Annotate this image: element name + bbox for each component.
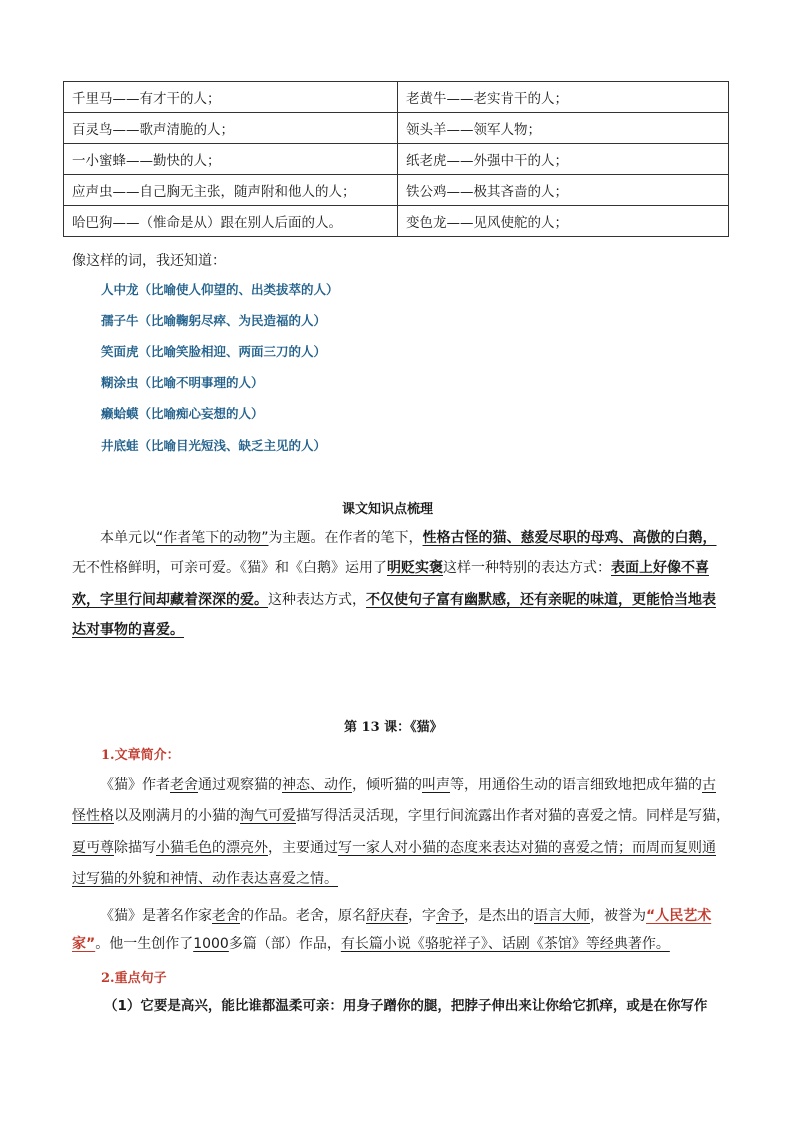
intro-text: 像这样的词，我还知道： — [72, 253, 226, 269]
text-span: 写一家人对小猫的态度来表达对猫的喜爱之情；而周而复则通 — [338, 840, 716, 856]
text-span: 无不性格鲜明，可亲可爱。《猫》和《白鹅》运用了 — [72, 560, 387, 576]
text-span: 家” — [72, 936, 96, 952]
lesson-line-6 — [72, 934, 670, 954]
extra-word: 笑面虎（比喻笑脸相迎、两面三刀的人） — [101, 344, 327, 359]
text-span: 这种表达方式， — [268, 592, 366, 608]
table-cell: 铁公鸡——极其吝啬的人； — [398, 175, 729, 206]
text-span: ，被誉为 — [590, 908, 646, 924]
lesson-title: 第 13 课：《猫》 — [344, 720, 443, 735]
extra-word: 糊涂虫（比喻不明事理的人） — [101, 375, 264, 390]
text-span: 性格古怪的猫、慈爱尽职的母鸡、高傲的白鹅， — [422, 530, 717, 546]
lesson-line-4 — [72, 869, 338, 889]
table-cell: 变色龙——见风使舵的人； — [398, 206, 729, 237]
text-span: ，倾听猫的 — [352, 777, 422, 793]
text-span: 欢，字里行间却藏着深深的爱。 — [72, 592, 268, 608]
heading-key-sentences: 2.重点句子 — [101, 971, 167, 986]
text-span: ，是杰出的 — [464, 908, 534, 924]
text-span: 有长篇小说《骆驼祥子》、话剧《茶馆》等经典著作。 — [340, 936, 670, 952]
text-span: 舍予 — [436, 908, 464, 924]
table-cell: 千里马——有才干的人； — [64, 82, 398, 113]
table-cell: 哈巴狗——（惟命是从）跟在别人后面的人。 — [64, 206, 398, 237]
summary-line-1 — [100, 528, 717, 548]
text-span: 过写猫的外貌和神情、动作表达喜爱之情。 — [72, 871, 338, 887]
table-row — [64, 113, 729, 144]
text-span: 夏丏尊 — [72, 840, 114, 856]
text-span: 怪性格 — [72, 808, 114, 824]
summary-line-3 — [72, 590, 716, 610]
text-span: 这样一种特别的表达方式： — [443, 560, 611, 576]
text-span: ，主要通过 — [268, 840, 338, 856]
text-span: 描写得活灵活现，字里行间流露出作者对猫的喜爱之情。同样是写猫， — [296, 808, 730, 824]
text-span: 古 — [702, 777, 716, 793]
table-cell: 老黄牛——老实肯干的人； — [398, 82, 729, 113]
table-row — [64, 175, 729, 206]
text-span: 小猫毛色的漂亮外 — [156, 840, 268, 856]
summary-line-2 — [72, 558, 709, 578]
text-span: 多篇（部）作品， — [228, 936, 341, 952]
lesson-line-5 — [100, 906, 711, 926]
lesson-line-2 — [72, 806, 730, 826]
text-span: “人民艺术 — [646, 908, 712, 924]
text-span: 除描写 — [114, 840, 156, 856]
table-cell: 领头羊——领军人物； — [398, 113, 729, 144]
text-span: 的作品。老舍，原名 — [240, 908, 366, 924]
text-span: 老舍 — [170, 777, 198, 793]
text-span: “作者笔下的动物” — [156, 530, 269, 546]
extra-word: 人中龙（比喻使人仰望的、出类拔萃的人） — [101, 282, 339, 297]
text-span: 达对事物的喜爱。 — [72, 622, 184, 638]
text-span: 通过观察猫的 — [198, 777, 282, 793]
text-span: 等，用通俗生动的语言细致地把成年猫的 — [450, 777, 702, 793]
extra-word: 孺子牛（比喻鞠躬尽瘁、为民造福的人） — [101, 313, 327, 328]
table-cell: 一小蜜蜂——勤快的人； — [64, 144, 398, 175]
text-span: 明贬实褒 — [387, 560, 443, 576]
table-row — [64, 144, 729, 175]
text-span: 。他一生创作了 — [95, 936, 194, 952]
text-span: 舒庆春 — [366, 908, 408, 924]
text-span: 以及刚满月的小猫的 — [114, 808, 240, 824]
extra-word: 癞蛤蟆（比喻痴心妄想的人） — [101, 406, 264, 421]
text-span: 老舍 — [212, 908, 240, 924]
lesson-line-3 — [72, 838, 716, 858]
text-span: 1000 — [193, 936, 229, 952]
table-row — [64, 206, 729, 237]
text-span: 叫声 — [422, 777, 450, 793]
text-span: 不仅使句子富有幽默感，还有亲昵的味道，更能恰当地表 — [366, 592, 716, 608]
table-cell: 应声虫——自己胸无主张，随声附和他人的人； — [64, 175, 398, 206]
idiom-table — [63, 81, 729, 237]
text-span: 本单元以 — [100, 530, 156, 546]
table-cell: 纸老虎——外强中干的人； — [398, 144, 729, 175]
table-cell: 百灵鸟——歌声清脆的人； — [64, 113, 398, 144]
text-span: 《猫》是著名作家 — [100, 908, 212, 924]
key-sentence-1: （1）它要是高兴，能比谁都温柔可亲：用身子蹭你的腿，把脖子伸出来让你给它抓痒，或是在你写作 — [104, 998, 708, 1014]
section-title: 课文知识点梳理 — [342, 502, 434, 517]
extra-word: 井底蛙（比喻目光短浅、缺乏主见的人） — [101, 438, 327, 453]
heading-intro: 1.文章简介： — [101, 748, 180, 763]
text-span: 表面上好像不喜 — [611, 560, 709, 576]
text-span: 《猫》作者 — [100, 777, 170, 793]
text-span: ，字 — [408, 908, 436, 924]
text-span: 淘气可爱 — [240, 808, 296, 824]
text-span: 语言大师 — [534, 908, 590, 924]
text-span: 神态、动作 — [282, 777, 352, 793]
text-span: 为主题。在作者的笔下， — [268, 530, 423, 546]
summary-line-4 — [72, 620, 184, 640]
lesson-line-1 — [100, 775, 716, 795]
table-row — [64, 82, 729, 113]
